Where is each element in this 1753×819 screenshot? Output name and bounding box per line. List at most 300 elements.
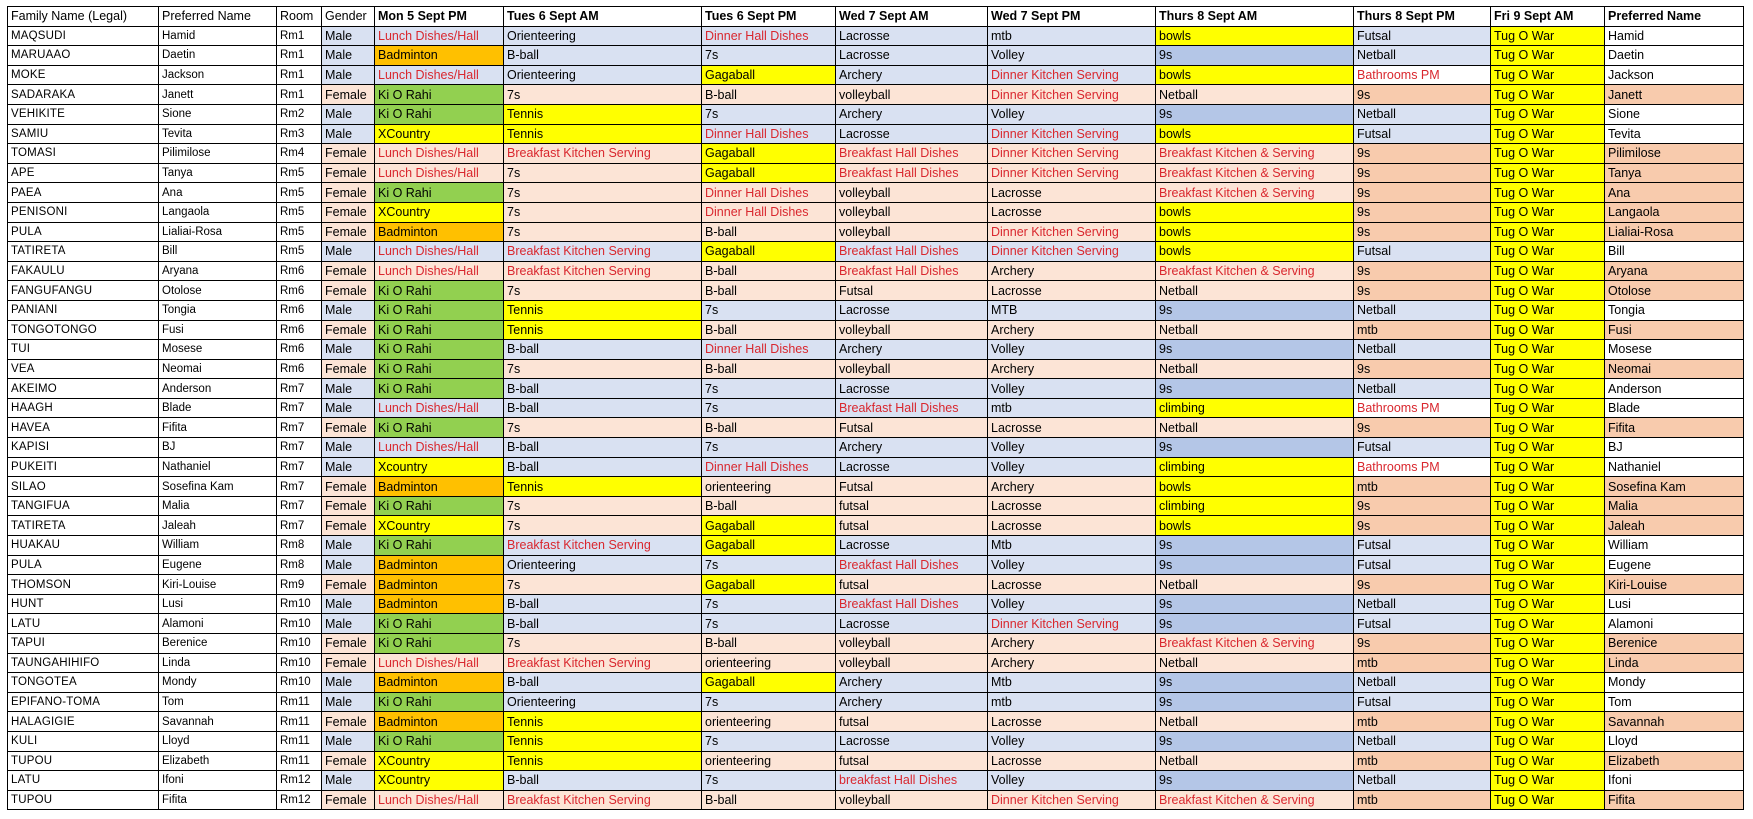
room-cell[interactable]: Rm6: [277, 359, 322, 379]
thu-pm-cell[interactable]: Netball: [1354, 104, 1491, 124]
preferred-name-cell[interactable]: Otolose: [159, 281, 277, 301]
preferred-name-cell[interactable]: Janett: [159, 85, 277, 105]
column-header[interactable]: Fri 9 Sept AM: [1491, 7, 1605, 27]
room-cell[interactable]: Rm10: [277, 653, 322, 673]
preferred-name-cell[interactable]: Tongia: [159, 300, 277, 320]
thu-am-cell[interactable]: Netball: [1156, 418, 1354, 438]
room-cell[interactable]: Rm8: [277, 555, 322, 575]
tue-am-cell[interactable]: B-ball: [504, 398, 702, 418]
thu-pm-cell[interactable]: 9s: [1354, 516, 1491, 536]
mon-pm-cell[interactable]: XCountry: [375, 751, 504, 771]
wed-am-cell[interactable]: Archery: [836, 104, 988, 124]
wed-am-cell[interactable]: Breakfast Hall Dishes: [836, 163, 988, 183]
preferred-name-cell[interactable]: Eugene: [159, 555, 277, 575]
preferred-name-cell[interactable]: Pilimilose: [159, 144, 277, 164]
tue-am-cell[interactable]: Breakfast Kitchen Serving: [504, 790, 702, 810]
tue-am-cell[interactable]: Breakfast Kitchen Serving: [504, 536, 702, 556]
family-name-cell[interactable]: TUI: [8, 340, 159, 360]
preferred-name-cell[interactable]: Malia: [159, 496, 277, 516]
fri-am-cell[interactable]: Tug O War: [1491, 26, 1605, 46]
preferred-name-cell[interactable]: Kiri-Louise: [159, 575, 277, 595]
fri-am-cell[interactable]: Tug O War: [1491, 359, 1605, 379]
fri-am-cell[interactable]: Tug O War: [1491, 575, 1605, 595]
wed-pm-cell[interactable]: Volley: [988, 594, 1156, 614]
thu-pm-cell[interactable]: Futsal: [1354, 26, 1491, 46]
tue-am-cell[interactable]: B-ball: [504, 614, 702, 634]
tue-pm-cell[interactable]: 7s: [702, 300, 836, 320]
wed-pm-cell[interactable]: Lacrosse: [988, 751, 1156, 771]
gender-cell[interactable]: Male: [322, 438, 375, 458]
family-name-cell[interactable]: MARUAAO: [8, 46, 159, 66]
fri-am-cell[interactable]: Tug O War: [1491, 516, 1605, 536]
wed-am-cell[interactable]: Archery: [836, 692, 988, 712]
thu-am-cell[interactable]: 9s: [1156, 536, 1354, 556]
wed-pm-cell[interactable]: mtb: [988, 398, 1156, 418]
preferred-name-cell[interactable]: Berenice: [159, 634, 277, 654]
thu-am-cell[interactable]: 9s: [1156, 104, 1354, 124]
wed-am-cell[interactable]: volleyball: [836, 790, 988, 810]
family-name-cell[interactable]: MAQSUDI: [8, 26, 159, 46]
preferred-name-repeat-cell[interactable]: Tongia: [1605, 300, 1744, 320]
preferred-name-repeat-cell[interactable]: Daetin: [1605, 46, 1744, 66]
family-name-cell[interactable]: TAPUI: [8, 634, 159, 654]
wed-am-cell[interactable]: Archery: [836, 340, 988, 360]
preferred-name-repeat-cell[interactable]: Hamid: [1605, 26, 1744, 46]
gender-cell[interactable]: Male: [322, 65, 375, 85]
wed-am-cell[interactable]: Lacrosse: [836, 46, 988, 66]
tue-pm-cell[interactable]: 7s: [702, 46, 836, 66]
tue-am-cell[interactable]: Tennis: [504, 477, 702, 497]
thu-am-cell[interactable]: 9s: [1156, 771, 1354, 791]
room-cell[interactable]: Rm1: [277, 26, 322, 46]
thu-am-cell[interactable]: 9s: [1156, 340, 1354, 360]
gender-cell[interactable]: Female: [322, 163, 375, 183]
thu-am-cell[interactable]: Netball: [1156, 712, 1354, 732]
wed-pm-cell[interactable]: Lacrosse: [988, 496, 1156, 516]
preferred-name-repeat-cell[interactable]: Mosese: [1605, 340, 1744, 360]
thu-pm-cell[interactable]: mtb: [1354, 712, 1491, 732]
mon-pm-cell[interactable]: Ki O Rahi: [375, 536, 504, 556]
fri-am-cell[interactable]: Tug O War: [1491, 124, 1605, 144]
room-cell[interactable]: Rm9: [277, 575, 322, 595]
thu-pm-cell[interactable]: 9s: [1354, 144, 1491, 164]
mon-pm-cell[interactable]: Lunch Dishes/Hall: [375, 653, 504, 673]
thu-pm-cell[interactable]: Futsal: [1354, 614, 1491, 634]
room-cell[interactable]: Rm2: [277, 104, 322, 124]
gender-cell[interactable]: Male: [322, 614, 375, 634]
room-cell[interactable]: Rm6: [277, 320, 322, 340]
family-name-cell[interactable]: PULA: [8, 555, 159, 575]
family-name-cell[interactable]: KULI: [8, 731, 159, 751]
gender-cell[interactable]: Male: [322, 46, 375, 66]
wed-am-cell[interactable]: Breakfast Hall Dishes: [836, 555, 988, 575]
wed-pm-cell[interactable]: Archery: [988, 477, 1156, 497]
tue-pm-cell[interactable]: Gagaball: [702, 516, 836, 536]
gender-cell[interactable]: Male: [322, 26, 375, 46]
fri-am-cell[interactable]: Tug O War: [1491, 457, 1605, 477]
tue-am-cell[interactable]: 7s: [504, 281, 702, 301]
tue-pm-cell[interactable]: orienteering: [702, 751, 836, 771]
family-name-cell[interactable]: TOMASI: [8, 144, 159, 164]
room-cell[interactable]: Rm8: [277, 536, 322, 556]
preferred-name-repeat-cell[interactable]: Bill: [1605, 242, 1744, 262]
thu-pm-cell[interactable]: mtb: [1354, 653, 1491, 673]
room-cell[interactable]: Rm1: [277, 85, 322, 105]
gender-cell[interactable]: Female: [322, 790, 375, 810]
wed-am-cell[interactable]: breakfast Hall Dishes: [836, 771, 988, 791]
wed-am-cell[interactable]: Lacrosse: [836, 457, 988, 477]
wed-pm-cell[interactable]: Lacrosse: [988, 516, 1156, 536]
preferred-name-cell[interactable]: Fifita: [159, 790, 277, 810]
mon-pm-cell[interactable]: Badminton: [375, 594, 504, 614]
thu-pm-cell[interactable]: Netball: [1354, 300, 1491, 320]
room-cell[interactable]: Rm5: [277, 183, 322, 203]
column-header[interactable]: Tues 6 Sept PM: [702, 7, 836, 27]
tue-pm-cell[interactable]: 7s: [702, 614, 836, 634]
thu-pm-cell[interactable]: Bathrooms PM: [1354, 398, 1491, 418]
mon-pm-cell[interactable]: XCountry: [375, 516, 504, 536]
wed-pm-cell[interactable]: Volley: [988, 771, 1156, 791]
thu-am-cell[interactable]: Netball: [1156, 85, 1354, 105]
fri-am-cell[interactable]: Tug O War: [1491, 771, 1605, 791]
wed-am-cell[interactable]: volleyball: [836, 359, 988, 379]
preferred-name-repeat-cell[interactable]: Tevita: [1605, 124, 1744, 144]
room-cell[interactable]: Rm1: [277, 46, 322, 66]
thu-pm-cell[interactable]: mtb: [1354, 751, 1491, 771]
column-header[interactable]: Room: [277, 7, 322, 27]
wed-am-cell[interactable]: volleyball: [836, 634, 988, 654]
room-cell[interactable]: Rm7: [277, 516, 322, 536]
tue-am-cell[interactable]: B-ball: [504, 771, 702, 791]
thu-pm-cell[interactable]: 9s: [1354, 202, 1491, 222]
tue-pm-cell[interactable]: orienteering: [702, 653, 836, 673]
preferred-name-cell[interactable]: Savannah: [159, 712, 277, 732]
thu-pm-cell[interactable]: Netball: [1354, 731, 1491, 751]
tue-pm-cell[interactable]: B-ball: [702, 790, 836, 810]
gender-cell[interactable]: Male: [322, 340, 375, 360]
mon-pm-cell[interactable]: Lunch Dishes/Hall: [375, 65, 504, 85]
column-header[interactable]: Mon 5 Sept PM: [375, 7, 504, 27]
fri-am-cell[interactable]: Tug O War: [1491, 634, 1605, 654]
preferred-name-repeat-cell[interactable]: Kiri-Louise: [1605, 575, 1744, 595]
family-name-cell[interactable]: KAPISI: [8, 438, 159, 458]
preferred-name-cell[interactable]: Langaola: [159, 202, 277, 222]
preferred-name-cell[interactable]: Sione: [159, 104, 277, 124]
thu-pm-cell[interactable]: Bathrooms PM: [1354, 457, 1491, 477]
thu-pm-cell[interactable]: Netball: [1354, 771, 1491, 791]
preferred-name-cell[interactable]: Tevita: [159, 124, 277, 144]
preferred-name-cell[interactable]: Sosefina Kam: [159, 477, 277, 497]
room-cell[interactable]: Rm7: [277, 438, 322, 458]
family-name-cell[interactable]: APE: [8, 163, 159, 183]
preferred-name-cell[interactable]: Ana: [159, 183, 277, 203]
room-cell[interactable]: Rm12: [277, 790, 322, 810]
room-cell[interactable]: Rm3: [277, 124, 322, 144]
tue-am-cell[interactable]: B-ball: [504, 46, 702, 66]
room-cell[interactable]: Rm7: [277, 379, 322, 399]
wed-pm-cell[interactable]: Volley: [988, 438, 1156, 458]
thu-pm-cell[interactable]: Futsal: [1354, 555, 1491, 575]
family-name-cell[interactable]: PULA: [8, 222, 159, 242]
thu-pm-cell[interactable]: 9s: [1354, 222, 1491, 242]
preferred-name-repeat-cell[interactable]: Linda: [1605, 653, 1744, 673]
wed-am-cell[interactable]: Breakfast Hall Dishes: [836, 144, 988, 164]
family-name-cell[interactable]: TONGOTEA: [8, 673, 159, 693]
tue-am-cell[interactable]: Breakfast Kitchen Serving: [504, 242, 702, 262]
wed-am-cell[interactable]: Futsal: [836, 418, 988, 438]
column-header[interactable]: Wed 7 Sept AM: [836, 7, 988, 27]
wed-am-cell[interactable]: Archery: [836, 65, 988, 85]
tue-am-cell[interactable]: Orienteering: [504, 692, 702, 712]
thu-pm-cell[interactable]: 9s: [1354, 359, 1491, 379]
room-cell[interactable]: Rm7: [277, 477, 322, 497]
thu-pm-cell[interactable]: 9s: [1354, 163, 1491, 183]
family-name-cell[interactable]: LATU: [8, 771, 159, 791]
preferred-name-repeat-cell[interactable]: Savannah: [1605, 712, 1744, 732]
fri-am-cell[interactable]: Tug O War: [1491, 555, 1605, 575]
tue-pm-cell[interactable]: 7s: [702, 692, 836, 712]
wed-pm-cell[interactable]: Mtb: [988, 536, 1156, 556]
tue-am-cell[interactable]: 7s: [504, 496, 702, 516]
mon-pm-cell[interactable]: Ki O Rahi: [375, 614, 504, 634]
room-cell[interactable]: Rm7: [277, 418, 322, 438]
preferred-name-cell[interactable]: Tom: [159, 692, 277, 712]
thu-am-cell[interactable]: 9s: [1156, 555, 1354, 575]
fri-am-cell[interactable]: Tug O War: [1491, 202, 1605, 222]
tue-pm-cell[interactable]: 7s: [702, 438, 836, 458]
gender-cell[interactable]: Female: [322, 477, 375, 497]
preferred-name-repeat-cell[interactable]: Pilimilose: [1605, 144, 1744, 164]
preferred-name-cell[interactable]: Lloyd: [159, 731, 277, 751]
wed-pm-cell[interactable]: Archery: [988, 653, 1156, 673]
wed-pm-cell[interactable]: Mtb: [988, 673, 1156, 693]
mon-pm-cell[interactable]: Ki O Rahi: [375, 340, 504, 360]
mon-pm-cell[interactable]: Badminton: [375, 222, 504, 242]
column-header[interactable]: Preferred Name: [1605, 7, 1744, 27]
gender-cell[interactable]: Male: [322, 124, 375, 144]
tue-pm-cell[interactable]: 7s: [702, 555, 836, 575]
wed-am-cell[interactable]: futsal: [836, 751, 988, 771]
wed-am-cell[interactable]: Breakfast Hall Dishes: [836, 594, 988, 614]
mon-pm-cell[interactable]: XCountry: [375, 771, 504, 791]
tue-pm-cell[interactable]: Dinner Hall Dishes: [702, 26, 836, 46]
wed-am-cell[interactable]: futsal: [836, 575, 988, 595]
mon-pm-cell[interactable]: Ki O Rahi: [375, 320, 504, 340]
wed-am-cell[interactable]: Breakfast Hall Dishes: [836, 242, 988, 262]
wed-pm-cell[interactable]: MTB: [988, 300, 1156, 320]
wed-am-cell[interactable]: Lacrosse: [836, 124, 988, 144]
thu-pm-cell[interactable]: Futsal: [1354, 438, 1491, 458]
tue-pm-cell[interactable]: B-ball: [702, 359, 836, 379]
family-name-cell[interactable]: HAVEA: [8, 418, 159, 438]
gender-cell[interactable]: Male: [322, 242, 375, 262]
gender-cell[interactable]: Male: [322, 104, 375, 124]
gender-cell[interactable]: Female: [322, 496, 375, 516]
tue-am-cell[interactable]: Tennis: [504, 712, 702, 732]
tue-pm-cell[interactable]: 7s: [702, 594, 836, 614]
wed-pm-cell[interactable]: Dinner Kitchen Serving: [988, 85, 1156, 105]
thu-pm-cell[interactable]: mtb: [1354, 790, 1491, 810]
room-cell[interactable]: Rm5: [277, 202, 322, 222]
preferred-name-repeat-cell[interactable]: Malia: [1605, 496, 1744, 516]
room-cell[interactable]: Rm6: [277, 261, 322, 281]
gender-cell[interactable]: Male: [322, 673, 375, 693]
wed-pm-cell[interactable]: Lacrosse: [988, 575, 1156, 595]
wed-pm-cell[interactable]: Dinner Kitchen Serving: [988, 614, 1156, 634]
tue-am-cell[interactable]: 7s: [504, 222, 702, 242]
wed-am-cell[interactable]: Breakfast Hall Dishes: [836, 261, 988, 281]
preferred-name-cell[interactable]: BJ: [159, 438, 277, 458]
tue-am-cell[interactable]: Tennis: [504, 300, 702, 320]
wed-pm-cell[interactable]: Dinner Kitchen Serving: [988, 222, 1156, 242]
fri-am-cell[interactable]: Tug O War: [1491, 222, 1605, 242]
gender-cell[interactable]: Female: [322, 418, 375, 438]
mon-pm-cell[interactable]: Ki O Rahi: [375, 496, 504, 516]
tue-am-cell[interactable]: Tennis: [504, 320, 702, 340]
tue-pm-cell[interactable]: B-ball: [702, 85, 836, 105]
wed-pm-cell[interactable]: Lacrosse: [988, 712, 1156, 732]
thu-am-cell[interactable]: Netball: [1156, 359, 1354, 379]
tue-am-cell[interactable]: B-ball: [504, 457, 702, 477]
thu-am-cell[interactable]: 9s: [1156, 46, 1354, 66]
tue-pm-cell[interactable]: B-ball: [702, 320, 836, 340]
tue-pm-cell[interactable]: 7s: [702, 104, 836, 124]
gender-cell[interactable]: Male: [322, 379, 375, 399]
wed-pm-cell[interactable]: Dinner Kitchen Serving: [988, 144, 1156, 164]
mon-pm-cell[interactable]: Ki O Rahi: [375, 731, 504, 751]
wed-pm-cell[interactable]: Volley: [988, 457, 1156, 477]
thu-am-cell[interactable]: bowls: [1156, 516, 1354, 536]
tue-pm-cell[interactable]: orienteering: [702, 712, 836, 732]
fri-am-cell[interactable]: Tug O War: [1491, 594, 1605, 614]
preferred-name-cell[interactable]: Jaleah: [159, 516, 277, 536]
tue-pm-cell[interactable]: Gagaball: [702, 536, 836, 556]
thu-am-cell[interactable]: Netball: [1156, 575, 1354, 595]
wed-pm-cell[interactable]: Dinner Kitchen Serving: [988, 124, 1156, 144]
preferred-name-repeat-cell[interactable]: Sione: [1605, 104, 1744, 124]
gender-cell[interactable]: Male: [322, 692, 375, 712]
room-cell[interactable]: Rm10: [277, 594, 322, 614]
thu-am-cell[interactable]: Breakfast Kitchen & Serving: [1156, 183, 1354, 203]
preferred-name-cell[interactable]: Neomai: [159, 359, 277, 379]
fri-am-cell[interactable]: Tug O War: [1491, 712, 1605, 732]
column-header[interactable]: Wed 7 Sept PM: [988, 7, 1156, 27]
wed-pm-cell[interactable]: Archery: [988, 359, 1156, 379]
mon-pm-cell[interactable]: Lunch Dishes/Hall: [375, 242, 504, 262]
preferred-name-repeat-cell[interactable]: Sosefina Kam: [1605, 477, 1744, 497]
tue-am-cell[interactable]: 7s: [504, 183, 702, 203]
tue-am-cell[interactable]: Breakfast Kitchen Serving: [504, 653, 702, 673]
room-cell[interactable]: Rm10: [277, 614, 322, 634]
preferred-name-repeat-cell[interactable]: Anderson: [1605, 379, 1744, 399]
tue-pm-cell[interactable]: B-ball: [702, 634, 836, 654]
wed-pm-cell[interactable]: Dinner Kitchen Serving: [988, 790, 1156, 810]
preferred-name-repeat-cell[interactable]: Alamoni: [1605, 614, 1744, 634]
wed-am-cell[interactable]: Lacrosse: [836, 379, 988, 399]
thu-am-cell[interactable]: 9s: [1156, 594, 1354, 614]
family-name-cell[interactable]: MOKE: [8, 65, 159, 85]
mon-pm-cell[interactable]: Lunch Dishes/Hall: [375, 398, 504, 418]
wed-pm-cell[interactable]: mtb: [988, 26, 1156, 46]
mon-pm-cell[interactable]: Badminton: [375, 712, 504, 732]
tue-am-cell[interactable]: 7s: [504, 163, 702, 183]
tue-pm-cell[interactable]: Dinner Hall Dishes: [702, 124, 836, 144]
family-name-cell[interactable]: LATU: [8, 614, 159, 634]
thu-pm-cell[interactable]: 9s: [1354, 418, 1491, 438]
tue-am-cell[interactable]: 7s: [504, 634, 702, 654]
fri-am-cell[interactable]: Tug O War: [1491, 65, 1605, 85]
wed-pm-cell[interactable]: Volley: [988, 104, 1156, 124]
wed-am-cell[interactable]: Futsal: [836, 281, 988, 301]
family-name-cell[interactable]: HUNT: [8, 594, 159, 614]
mon-pm-cell[interactable]: Ki O Rahi: [375, 418, 504, 438]
mon-pm-cell[interactable]: Ki O Rahi: [375, 379, 504, 399]
gender-cell[interactable]: Female: [322, 85, 375, 105]
preferred-name-repeat-cell[interactable]: Jaleah: [1605, 516, 1744, 536]
wed-pm-cell[interactable]: Volley: [988, 555, 1156, 575]
preferred-name-cell[interactable]: Linda: [159, 653, 277, 673]
room-cell[interactable]: Rm6: [277, 281, 322, 301]
gender-cell[interactable]: Female: [322, 575, 375, 595]
room-cell[interactable]: Rm10: [277, 673, 322, 693]
gender-cell[interactable]: Female: [322, 634, 375, 654]
wed-am-cell[interactable]: Lacrosse: [836, 614, 988, 634]
tue-am-cell[interactable]: B-ball: [504, 340, 702, 360]
preferred-name-cell[interactable]: Blade: [159, 398, 277, 418]
mon-pm-cell[interactable]: Lunch Dishes/Hall: [375, 261, 504, 281]
wed-am-cell[interactable]: volleyball: [836, 85, 988, 105]
thu-am-cell[interactable]: Breakfast Kitchen & Serving: [1156, 261, 1354, 281]
gender-cell[interactable]: Female: [322, 359, 375, 379]
family-name-cell[interactable]: PANIANI: [8, 300, 159, 320]
wed-pm-cell[interactable]: Archery: [988, 320, 1156, 340]
preferred-name-repeat-cell[interactable]: Tanya: [1605, 163, 1744, 183]
tue-am-cell[interactable]: Orienteering: [504, 555, 702, 575]
tue-am-cell[interactable]: Tennis: [504, 124, 702, 144]
fri-am-cell[interactable]: Tug O War: [1491, 144, 1605, 164]
room-cell[interactable]: Rm10: [277, 634, 322, 654]
thu-am-cell[interactable]: bowls: [1156, 242, 1354, 262]
room-cell[interactable]: Rm6: [277, 340, 322, 360]
fri-am-cell[interactable]: Tug O War: [1491, 731, 1605, 751]
fri-am-cell[interactable]: Tug O War: [1491, 438, 1605, 458]
family-name-cell[interactable]: TAUNGAHIHIFO: [8, 653, 159, 673]
preferred-name-repeat-cell[interactable]: Otolose: [1605, 281, 1744, 301]
wed-am-cell[interactable]: volleyball: [836, 202, 988, 222]
mon-pm-cell[interactable]: Ki O Rahi: [375, 85, 504, 105]
thu-am-cell[interactable]: 9s: [1156, 673, 1354, 693]
gender-cell[interactable]: Female: [322, 320, 375, 340]
thu-am-cell[interactable]: bowls: [1156, 26, 1354, 46]
wed-am-cell[interactable]: Lacrosse: [836, 536, 988, 556]
wed-pm-cell[interactable]: Lacrosse: [988, 281, 1156, 301]
family-name-cell[interactable]: PUKEITI: [8, 457, 159, 477]
family-name-cell[interactable]: HALAGIGIE: [8, 712, 159, 732]
wed-pm-cell[interactable]: Volley: [988, 46, 1156, 66]
mon-pm-cell[interactable]: Lunch Dishes/Hall: [375, 144, 504, 164]
preferred-name-repeat-cell[interactable]: Eugene: [1605, 555, 1744, 575]
preferred-name-repeat-cell[interactable]: BJ: [1605, 438, 1744, 458]
preferred-name-cell[interactable]: Fifita: [159, 418, 277, 438]
tue-pm-cell[interactable]: 7s: [702, 771, 836, 791]
mon-pm-cell[interactable]: Badminton: [375, 673, 504, 693]
tue-am-cell[interactable]: Orienteering: [504, 26, 702, 46]
fri-am-cell[interactable]: Tug O War: [1491, 614, 1605, 634]
wed-am-cell[interactable]: volleyball: [836, 222, 988, 242]
tue-am-cell[interactable]: Tennis: [504, 104, 702, 124]
thu-am-cell[interactable]: 9s: [1156, 379, 1354, 399]
gender-cell[interactable]: Female: [322, 653, 375, 673]
